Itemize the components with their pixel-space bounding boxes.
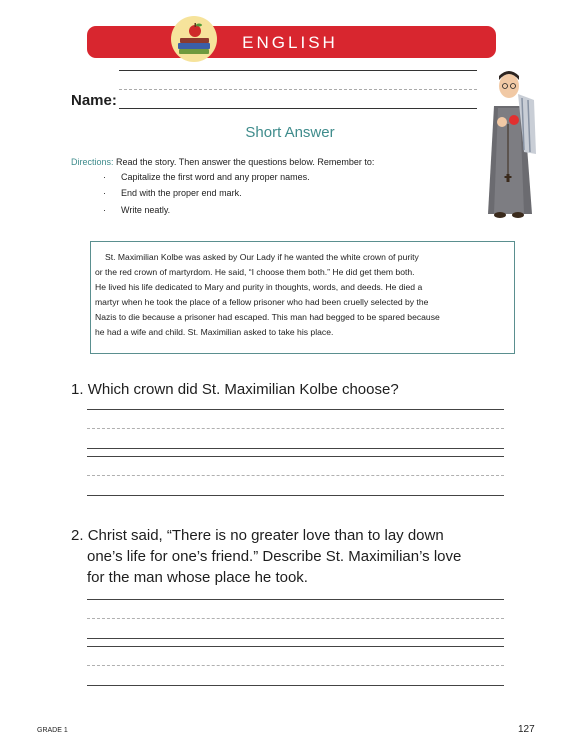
answer-line[interactable] [87,599,504,600]
answer-guide [87,618,504,619]
question-number: 2. [71,527,84,544]
directions-bullet: · End with the proper end mark. [103,188,242,198]
answer-line[interactable] [87,456,504,457]
saint-illustration [478,64,540,222]
question-2-line: one’s life for one’s friend.” Describe St. Maximilian’s love [87,548,462,565]
question-2 [71,527,444,544]
section-title: Short Answer [245,124,335,141]
name-write-line[interactable] [119,108,477,109]
name-mid-dash [119,89,477,90]
question-text: Which crown did St. Maximilian Kolbe choose? [87,381,399,398]
answer-line[interactable] [87,638,504,639]
books-apple-icon [171,16,217,62]
answer-line[interactable] [87,495,504,496]
answer-guide [87,475,504,476]
question-2-line: for the man whose place he took. [87,569,308,586]
answer-line[interactable] [87,409,504,410]
directions-bullet: · Capitalize the first word and any proper names. [103,172,310,182]
story-line: he had a wife and child. St. Maximilian asked to take his place. [95,327,334,337]
story-line: He lived his life dedicated to Mary and purity in thoughts, words, and deeds. He died a [95,282,423,292]
name-top-line [119,70,477,71]
name-label: Name: [71,92,117,109]
question-number: 1. [71,381,84,398]
story-line: or the red crown of martyrdom. He said, “I choose them both.” He did get them both. [95,267,415,277]
answer-line[interactable] [87,685,504,686]
grade-label: GRADE 1 [37,727,68,734]
answer-guide [87,665,504,666]
page-number: 127 [518,724,535,735]
answer-line[interactable] [87,646,504,647]
directions-label: Directions: [71,157,114,167]
directions-text: Read the story. Then answer the questions below. Remember to: [116,157,375,167]
answer-line[interactable] [87,448,504,449]
story-line: Nazis to die because a prisoner had escaped. This man had begged to be spared because [95,312,440,322]
answer-guide [87,428,504,429]
subject-title: ENGLISH [242,33,338,52]
story-line: St. Maximilian Kolbe was asked by Our Lady if he wanted the white crown of purity [105,252,419,262]
directions [71,156,374,168]
question-text: Christ said, “There is no greater love than to lay down [87,527,444,544]
story-line: martyr when he took the place of a fellow prisoner who had been cruelly selected by the [95,297,429,307]
question-1 [71,381,399,398]
directions-bullet: · Write neatly. [103,205,171,215]
